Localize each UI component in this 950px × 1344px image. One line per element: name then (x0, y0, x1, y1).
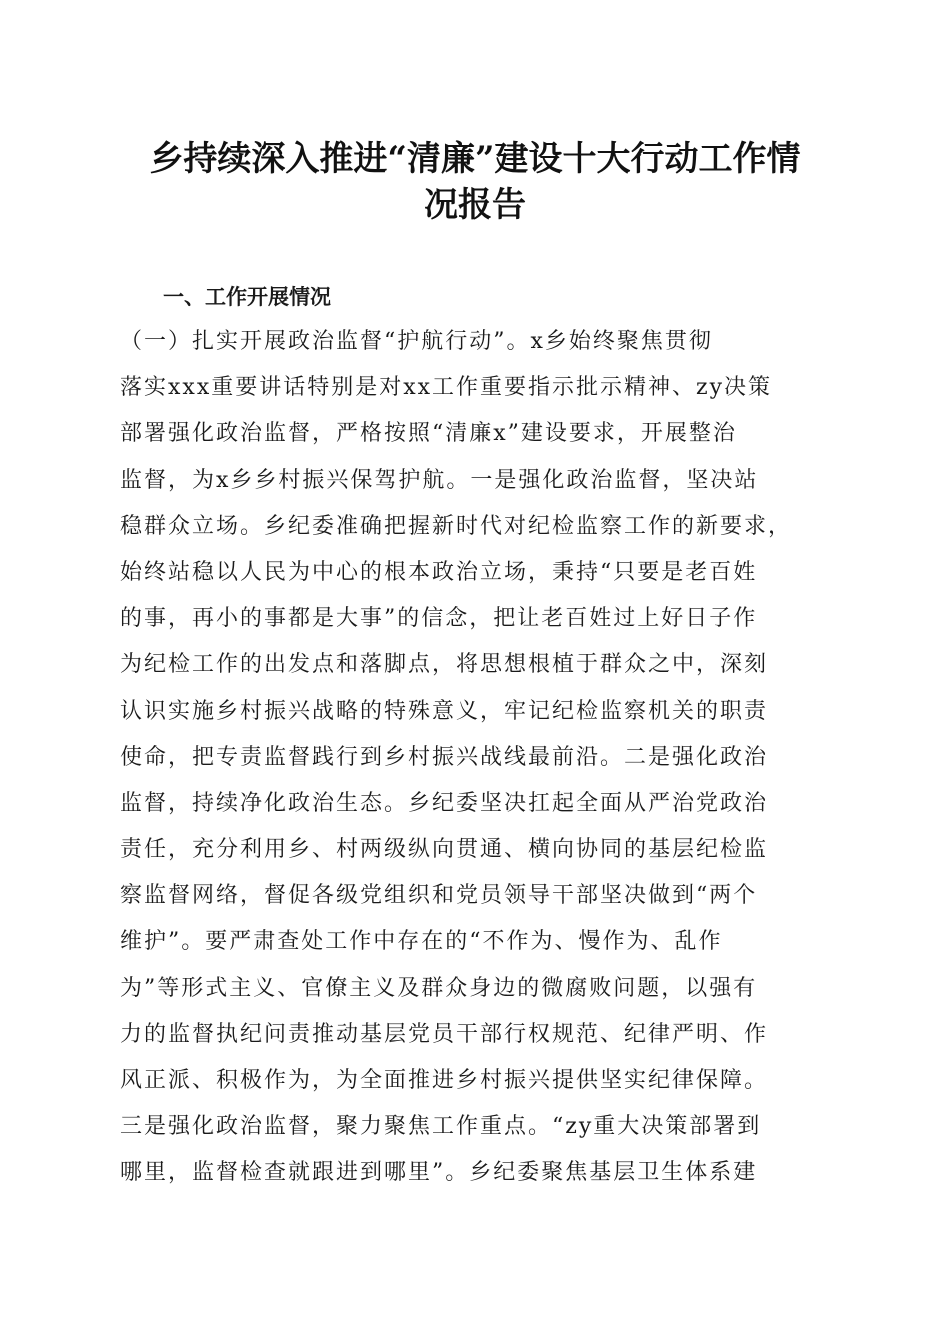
body-line: 始终站稳以人民为中心的根本政治立场，秉持“只要是老百姓 (120, 559, 758, 585)
body-line: 部署强化政治监督，严格按照“清廉x”建设要求，开展整治 (120, 421, 737, 447)
body-paragraph (120, 322, 832, 1200)
body-line: 监督，为x乡乡村振兴保驾护航。一是强化政治监督，坚决站 (120, 467, 759, 493)
body-line: 使命，把专责监督践行到乡村振兴战线最前沿。二是强化政治 (120, 744, 769, 770)
body-line: 落实xxx重要讲话特别是对xx工作重要指示批示精神、zy决策 (120, 375, 773, 401)
body-line: 责任，充分利用乡、村两级纵向贯通、横向协同的基层纪检监 (120, 837, 769, 863)
body-line: 为”等形式主义、官僚主义及群众身边的微腐败问题，以强有 (120, 975, 758, 1001)
body-line: （一）扎实开展政治监督“护航行动”。x乡始终聚焦贯彻 (120, 329, 713, 354)
body-line: 监督，持续净化政治生态。乡纪委坚决扛起全面从严治党政治 (120, 790, 769, 816)
body-line: 稳群众立场。乡纪委准确把握新时代对纪检监察工作的新要求， (120, 513, 793, 539)
section-heading: 一、工作开展情况 (163, 284, 331, 309)
body-line: 维护”。要严肃查处工作中存在的“不作为、慢作为、乱作 (120, 929, 723, 955)
body-line: 力的监督执纪问责推动基层党员干部行权规范、纪律严明、作 (120, 1021, 769, 1047)
body-line: 风正派、积极作为，为全面推进乡村振兴提供坚实纪律保障。 (120, 1068, 769, 1093)
body-line: 认识实施乡村振兴战略的特殊意义，牢记纪检监察机关的职责 (120, 698, 769, 724)
body-line: 的事，再小的事都是大事”的信念，把让老百姓过上好日子作 (120, 606, 758, 632)
body-line: 察监督网络，督促各级党组织和党员领导干部坚决做到“两个 (120, 883, 758, 909)
body-line: 哪里，监督检查就跟进到哪里”。乡纪委聚焦基层卫生体系建 (120, 1160, 758, 1186)
title-line-1: 乡持续深入推进“清廉”建设十大行动工作情 (149, 139, 801, 179)
body-line: 三是强化政治监督，聚力聚焦工作重点。“zy重大决策部署到 (120, 1114, 762, 1140)
title-line-2: 况报告 (424, 185, 526, 225)
body-line: 为纪检工作的出发点和落脚点，将思想根植于群众之中，深刻 (120, 652, 769, 678)
document-title (100, 136, 850, 228)
